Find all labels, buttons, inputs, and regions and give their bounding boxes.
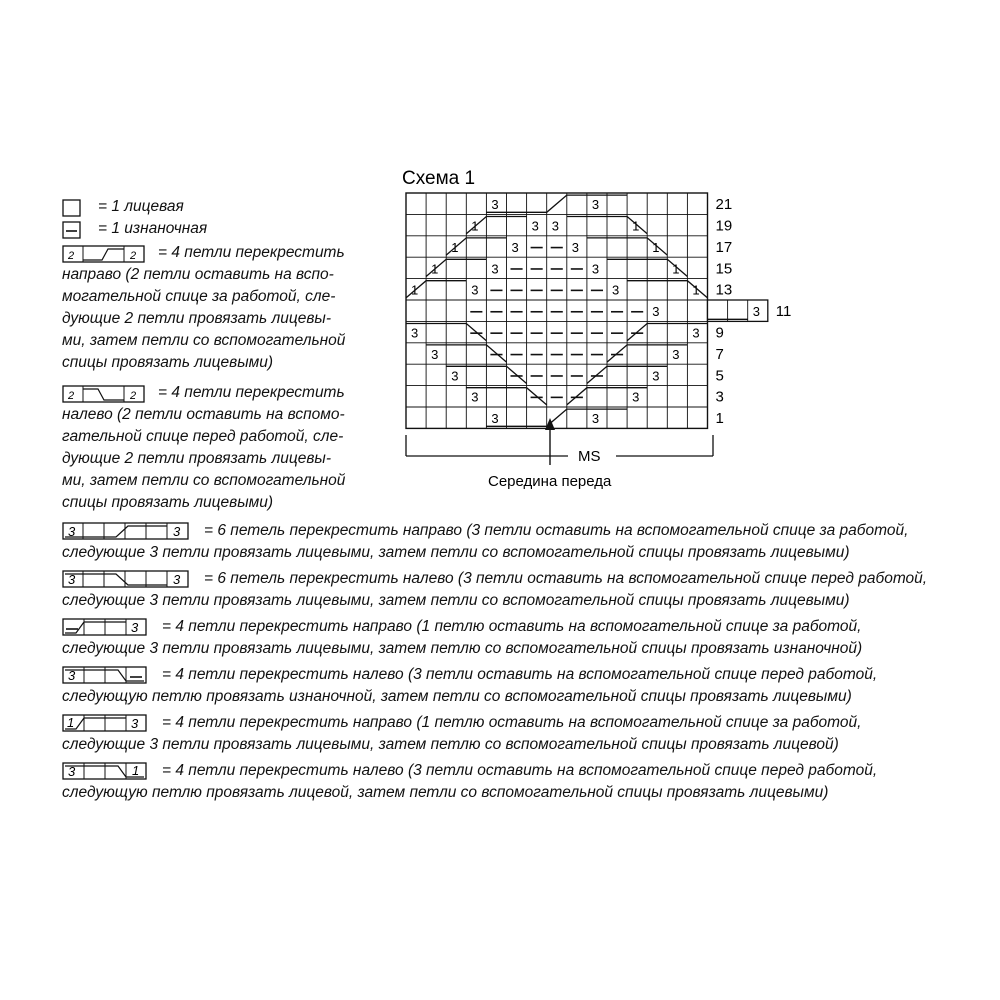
cable4-right-line1: = 4 петли перекрестить <box>158 244 345 261</box>
row-label: 17 <box>715 238 733 256</box>
cable4-left-digit-right: 2 <box>130 390 137 402</box>
twist4-left-knit-digit-left: 3 <box>68 763 76 779</box>
chart-grid <box>406 193 768 428</box>
cable4-left-line6: спицы провязать лицевыми) <box>62 494 274 511</box>
legend-cable6-left <box>62 568 982 612</box>
legend-cable4-left <box>62 382 382 514</box>
legend-twist4-left-knit <box>62 760 982 804</box>
cell-digit: 1 <box>672 261 680 277</box>
cable4-left-digit-left: 2 <box>68 390 75 402</box>
twist4-right-purl-line2: следующие 3 петли провязать лицевыми, затем петлю со вспомогательной спицы провязать изнаночной) <box>62 640 863 657</box>
twist4-right-purl-symbol <box>62 618 148 636</box>
cell-digit: 3 <box>571 239 580 255</box>
twist4-left-purl-digit: 3 <box>68 667 76 683</box>
legend-purl-text: = 1 изнаночная <box>98 220 208 237</box>
row-label: 3 <box>715 388 724 406</box>
cell-digit: 3 <box>692 325 700 341</box>
twist4-right-purl-digit: 3 <box>131 619 139 635</box>
chart-title: Схема 1 <box>402 168 476 189</box>
cable4-left-line3: гательной спице перед работой, сле- <box>62 428 344 445</box>
twist4-right-knit-digit-left: 1 <box>67 714 75 730</box>
cell-digit: 3 <box>431 346 439 362</box>
twist4-left-knit-line2: следующую петлю провязать лицевой, затем петли со вспомогательной спицы провязать лицевыми) <box>62 784 829 801</box>
row-label: 19 <box>715 217 733 235</box>
row-label: 5 <box>715 367 724 385</box>
cell-digit: 3 <box>652 368 660 384</box>
cell-digit: 3 <box>591 197 600 213</box>
row-label: 11 <box>775 303 792 321</box>
cell-digit: 1 <box>632 218 640 234</box>
cable4-left-line4: дующие 2 петли провязать лицевы- <box>62 450 332 467</box>
row-label: 13 <box>715 281 733 299</box>
twist4-right-knit-line1: = 4 петли перекрестить направо (1 петлю оставить на вспомогательной спице за работой, <box>162 714 862 731</box>
cable6-right-symbol <box>62 522 190 540</box>
cell-digit: 3 <box>591 261 600 277</box>
legend-cable4-right <box>62 242 382 374</box>
cell-digit: 3 <box>652 304 660 320</box>
cell-digit: 3 <box>511 239 519 255</box>
cell-digit: 3 <box>491 197 499 213</box>
legend-twist4-left-purl <box>62 664 982 708</box>
cell-digit: 1 <box>692 282 700 298</box>
twist4-right-purl-line1: = 4 петли перекрестить направо (1 петлю оставить на вспомогательной спице за работой, <box>162 618 862 635</box>
cell-digit: 3 <box>531 218 539 234</box>
twist4-right-knit-digit-right: 3 <box>131 715 139 731</box>
cable6-right-line2: следующие 3 петли провязать лицевыми, затем петли со вспомогательной спицы провязать лицевыми) <box>62 544 850 561</box>
twist4-left-knit-line1: = 4 петли перекрестить налево (3 петли оставить на вспомогательной спице перед работой, <box>162 762 878 779</box>
cell-digit: 3 <box>411 325 419 341</box>
twist4-right-knit-line2: следующие 3 петли провязать лицевыми, затем петлю со вспомогательной спицы провязать лицевой) <box>62 736 839 753</box>
knitting-chart <box>390 160 810 500</box>
cable6-left-digit-left: 3 <box>68 571 76 587</box>
cell-digit: 1 <box>431 261 439 277</box>
twist4-left-purl-line2: следующую петлю провязать изнаночной, затем петли со вспомогательной спицы провязать лицевыми) <box>62 688 852 705</box>
cable4-right-line5: ми, затем петли со вспомогательной <box>62 332 346 349</box>
cable6-right-line1: = 6 петель перекрестить направо (3 петли оставить на вспомогательной спице за работой, <box>204 522 909 539</box>
cable6-right-digit-right: 3 <box>173 523 181 539</box>
cable4-right-line4: дующие 2 петли провязать лицевы- <box>62 310 332 327</box>
cable4-right-line2: направо (2 петли оставить на вспо- <box>62 266 334 283</box>
cable4-right-digit-right: 2 <box>130 250 137 262</box>
legend-twist4-right-knit <box>62 712 982 756</box>
row-label: 15 <box>715 260 733 278</box>
cell-digit: 3 <box>672 346 680 362</box>
cell-digit: 3 <box>752 304 760 320</box>
twist4-right-knit-symbol <box>62 714 148 732</box>
legend-bottom <box>62 520 982 808</box>
cable6-left-line1: = 6 петель перекрестить налево (3 петли оставить на вспомогательной спице перед работой, <box>204 570 928 587</box>
row-label: 1 <box>715 410 724 428</box>
cable6-left-digit-right: 3 <box>173 571 181 587</box>
cell-digit: 1 <box>451 239 459 255</box>
legend-top <box>62 196 382 514</box>
legend-twist4-right-purl <box>62 616 982 660</box>
cell-digit: 3 <box>491 261 499 277</box>
cell-digit: 3 <box>491 411 499 427</box>
cable4-left-line2: налево (2 петли оставить на вспомо- <box>62 406 345 423</box>
cable6-right-digit-left: 3 <box>68 523 76 539</box>
front-center-label: Середина переда <box>488 473 612 490</box>
cell-digit: 1 <box>411 282 419 298</box>
purl-stitch-symbol <box>62 221 82 239</box>
legend-purl <box>62 218 382 242</box>
ms-bracket <box>406 435 713 465</box>
cell-digit: 3 <box>632 389 640 405</box>
cell-digit: 3 <box>612 282 620 298</box>
cable4-right-line3: могательной спице за работой, сле- <box>62 288 336 305</box>
cell-digit: 1 <box>471 218 479 234</box>
cable4-right-line6: спицы провязать лицевыми) <box>62 354 274 371</box>
cell-digit: 3 <box>471 282 479 298</box>
row-label: 9 <box>715 324 724 342</box>
cell-digit: 3 <box>451 368 459 384</box>
twist4-left-purl-symbol <box>62 666 148 684</box>
cell-digit: 1 <box>652 239 660 255</box>
cable4-right-symbol <box>62 245 146 263</box>
cell-digit: 3 <box>471 389 479 405</box>
row-label: 21 <box>715 196 733 214</box>
twist4-left-purl-line1: = 4 петли перекрестить налево (3 петли оставить на вспомогательной спице перед работой, <box>162 666 878 683</box>
legend-cable6-right <box>62 520 982 564</box>
ms-label: MS <box>578 448 601 465</box>
cell-digit: 3 <box>551 218 559 234</box>
legend-knit-text: = 1 лицевая <box>98 198 184 215</box>
row-label: 7 <box>715 345 724 363</box>
legend-knit <box>62 196 382 218</box>
cable4-left-line1: = 4 петли перекрестить <box>158 384 345 401</box>
cable4-right-digit-left: 2 <box>68 250 75 262</box>
cell-digit: 3 <box>591 411 600 427</box>
knit-stitch-symbol <box>62 199 82 217</box>
twist4-left-knit-symbol <box>62 762 148 780</box>
cable4-left-symbol <box>62 385 146 403</box>
cable6-left-symbol <box>62 570 190 588</box>
cable6-left-line2: следующие 3 петли провязать лицевыми, затем петли со вспомогательной спицы провязать лицевыми) <box>62 592 850 609</box>
cable4-left-line5: ми, затем петли со вспомогательной <box>62 472 346 489</box>
twist4-left-knit-digit-right: 1 <box>132 762 140 778</box>
